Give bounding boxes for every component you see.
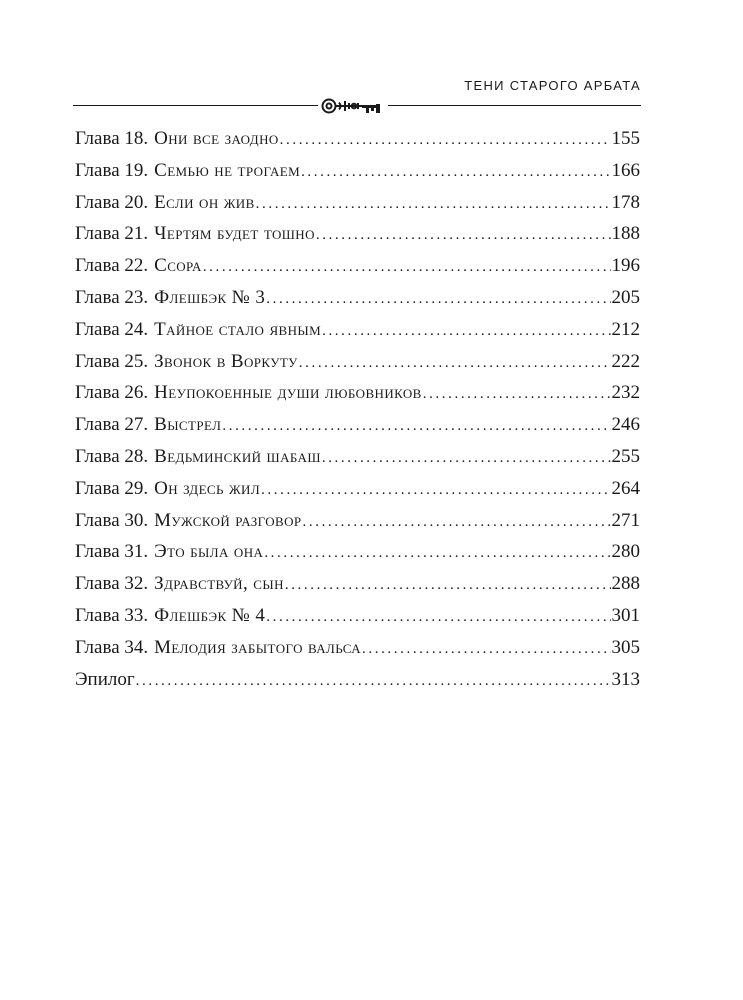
toc-entry: [75, 377, 640, 409]
chapter-label: Эпилог: [75, 668, 135, 690]
page-number: 280: [611, 541, 640, 563]
dot-leader: [316, 220, 611, 252]
chapter-title: Флешбэк № 4: [154, 604, 266, 626]
dot-leader: [261, 475, 610, 507]
dot-leader: [222, 411, 610, 443]
chapter-label: Глава 33.: [75, 604, 149, 626]
chapter-label: Глава 34.: [75, 636, 149, 658]
chapter-title: Семью не трогаем: [154, 159, 301, 181]
toc-entry: [75, 346, 640, 378]
toc-entry: [75, 250, 640, 282]
page-number: 301: [611, 604, 640, 626]
toc-entry: [75, 187, 640, 219]
chapter-label: Глава 19.: [75, 159, 149, 181]
toc-entry: [75, 123, 640, 155]
toc-entry: [75, 632, 640, 664]
toc-entry: [75, 600, 640, 632]
page-number: 313: [611, 668, 640, 690]
toc-entry: [75, 536, 640, 568]
dot-leader: [203, 252, 611, 284]
dot-leader: [322, 316, 610, 348]
chapter-title: Он здесь жил: [154, 477, 261, 499]
chapter-title: Ведьминский шабаш: [154, 445, 321, 467]
chapter-label: Глава 27.: [75, 414, 149, 436]
toc-entry-epilogue: [75, 664, 640, 696]
chapter-title: Тайное стало явным: [154, 318, 322, 340]
chapter-label: Глава 26.: [75, 382, 149, 404]
page-number: 305: [611, 636, 640, 658]
dot-leader: [301, 157, 610, 189]
page-number: 271: [611, 509, 640, 531]
page-number: 222: [611, 350, 640, 372]
toc-entry: [75, 409, 640, 441]
dot-leader: [285, 570, 611, 602]
toc-entry: [75, 314, 640, 346]
page-number: 205: [611, 286, 640, 308]
page-number: 166: [611, 159, 640, 181]
toc-entry: [75, 568, 640, 600]
chapter-label: Глава 22.: [75, 255, 149, 277]
running-header: ТЕНИ СТАРОГО АРБАТА: [464, 78, 641, 93]
dot-leader: [256, 189, 611, 221]
page-number: 155: [611, 128, 640, 149]
key-icon: [318, 94, 388, 118]
chapter-label: Глава 18.: [75, 128, 149, 149]
chapter-label: Глава 30.: [75, 509, 149, 531]
chapter-label: Глава 24.: [75, 318, 149, 340]
chapter-label: Глава 32.: [75, 573, 149, 595]
page-number: 232: [611, 382, 640, 404]
chapter-title: Чертям будет тошно: [154, 223, 315, 245]
toc-entry: [75, 505, 640, 537]
chapter-label: Глава 21.: [75, 223, 149, 245]
dot-leader: [266, 284, 610, 316]
toc-entry: [75, 282, 640, 314]
dot-leader: [264, 538, 610, 570]
chapter-title: Здравствуй, сын: [154, 573, 284, 595]
chapter-title: Если он жив: [154, 191, 255, 213]
chapter-label: Глава 28.: [75, 445, 149, 467]
page-number: 188: [611, 223, 640, 245]
page-number: 255: [611, 445, 640, 467]
dot-leader: [322, 443, 611, 475]
page-number: 288: [611, 573, 640, 595]
chapter-title: Звонок в Воркуту: [154, 350, 298, 372]
page-number: 212: [611, 318, 640, 340]
toc-entry: [75, 441, 640, 473]
table-of-contents: [75, 123, 640, 695]
chapter-title: Это была она: [154, 541, 264, 563]
chapter-title: Ссора: [154, 255, 202, 277]
toc-entry: [75, 155, 640, 187]
chapter-label: Глава 23.: [75, 286, 149, 308]
chapter-label: Глава 31.: [75, 541, 149, 563]
dot-leader: [299, 348, 611, 380]
dot-leader: [136, 666, 611, 698]
page-number: 264: [611, 477, 640, 499]
chapter-label: Глава 20.: [75, 191, 149, 213]
toc-entry: [75, 218, 640, 250]
page-number: 196: [611, 255, 640, 277]
chapter-title: Выстрел: [154, 414, 222, 436]
dot-leader: [266, 602, 610, 634]
page-number: 246: [611, 414, 640, 436]
chapter-title: Флешбэк № 3: [154, 286, 266, 308]
chapter-title: Мужской разговор: [154, 509, 302, 531]
chapter-title: Неупокоенные души любовников: [154, 382, 422, 404]
chapter-label: Глава 29.: [75, 477, 149, 499]
chapter-label: Глава 25.: [75, 350, 149, 372]
chapter-title: Они все заодно: [154, 128, 279, 149]
page-number: 178: [611, 191, 640, 213]
dot-leader: [362, 634, 610, 666]
chapter-title: Мелодия забытого вальса: [154, 636, 362, 658]
dot-leader: [423, 379, 611, 411]
toc-entry: [75, 473, 640, 505]
dot-leader: [280, 125, 611, 157]
dot-leader: [303, 507, 611, 539]
